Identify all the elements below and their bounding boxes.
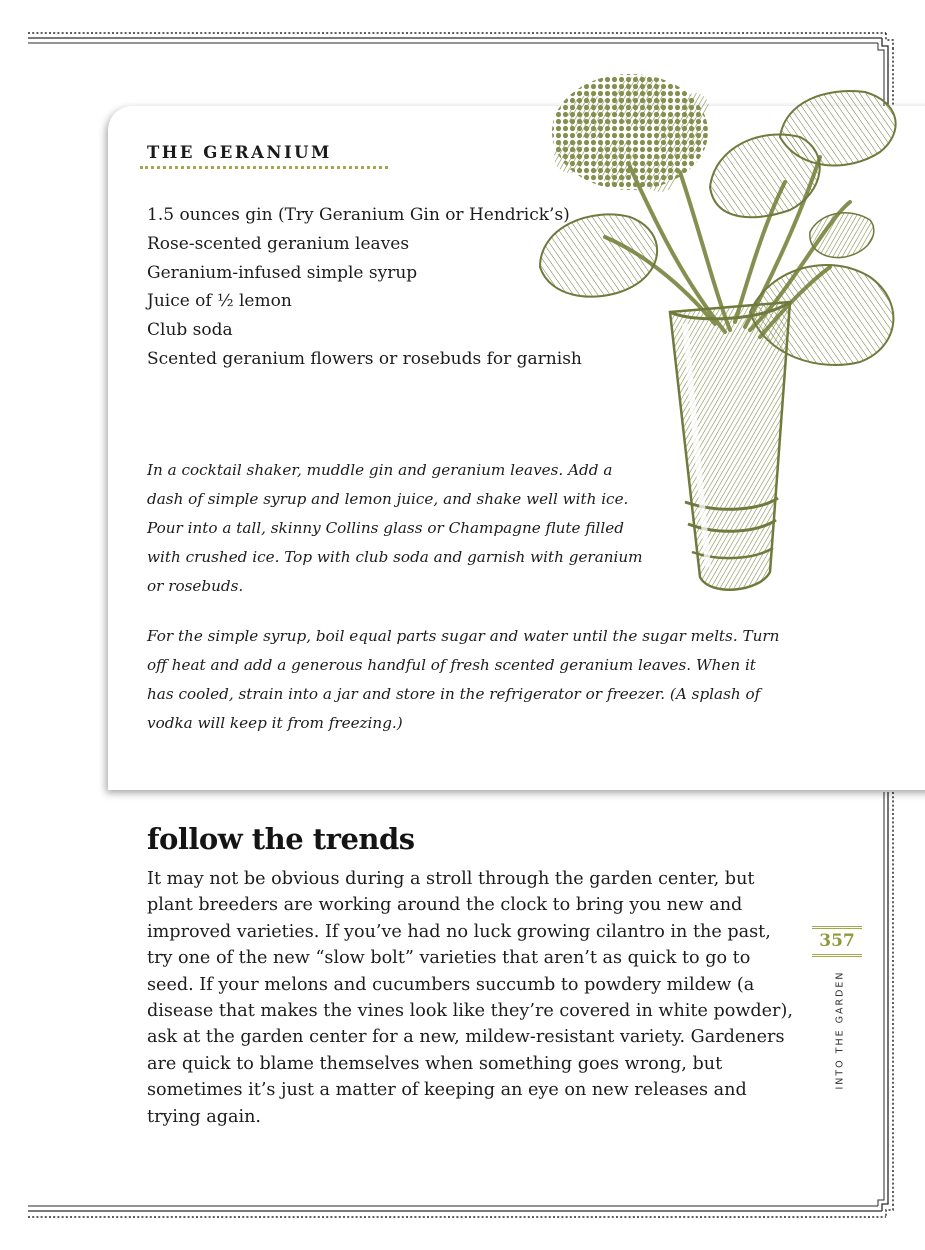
running-head: INTO THE GARDEN — [834, 970, 846, 1090]
ingredient-item: 1.5 ounces gin (Try Geranium Gin or Hendrick’s) — [147, 205, 570, 225]
section-body: It may not be obvious during a stroll through the garden center, but plant breeders are working around the clock to bring you new and improved varieties. If you’ve had no luck growing cilantro in the past, try one of the new “slow bolt” varieties that aren’t as quick to go to seed. If your melons and cucumbers succumb to powdery mildew (a disease that makes the vines look like they’re covered in white powder), ask at the garden center for a new, mildew-resistant variety. Gardeners are quick to blame themselves when something goes wrong, but sometimes it’s just a matter of keeping an eye on new releases and trying again. — [147, 869, 793, 1127]
title-underline — [140, 166, 388, 169]
page-number: 357 — [812, 926, 862, 957]
ingredient-item: Juice of ½ lemon — [147, 291, 292, 312]
ingredient-list — [147, 201, 582, 374]
simple-syrup-note: For the simple syrup, boil equal parts sugar and water until the sugar melts. Turn off heat and add a generous handful of fresh scented geranium leaves. When it has cooled, strain into a jar and store in the refrigerator or freezer. (A splash of vodka will keep it from freezing.) — [147, 627, 780, 732]
ingredient-item: Geranium-infused simple syrup — [147, 262, 418, 283]
ingredient-item: Club soda — [147, 320, 233, 341]
ingredient-item: Scented geranium flowers or rosebuds for garnish — [147, 348, 582, 369]
section-heading: follow the trends — [147, 822, 415, 856]
recipe-title: THE GERANIUM — [147, 143, 332, 162]
ingredient-item: Rose-scented geranium leaves — [147, 233, 410, 254]
recipe-directions: In a cocktail shaker, muddle gin and geranium leaves. Add a dash of simple syrup and lemon juice, and shake well with ice. Pour into a tall, skinny Collins glass or Champagne flute filled with crushed ice. Top with club soda and garnish with geranium or rosebuds. — [147, 461, 643, 595]
